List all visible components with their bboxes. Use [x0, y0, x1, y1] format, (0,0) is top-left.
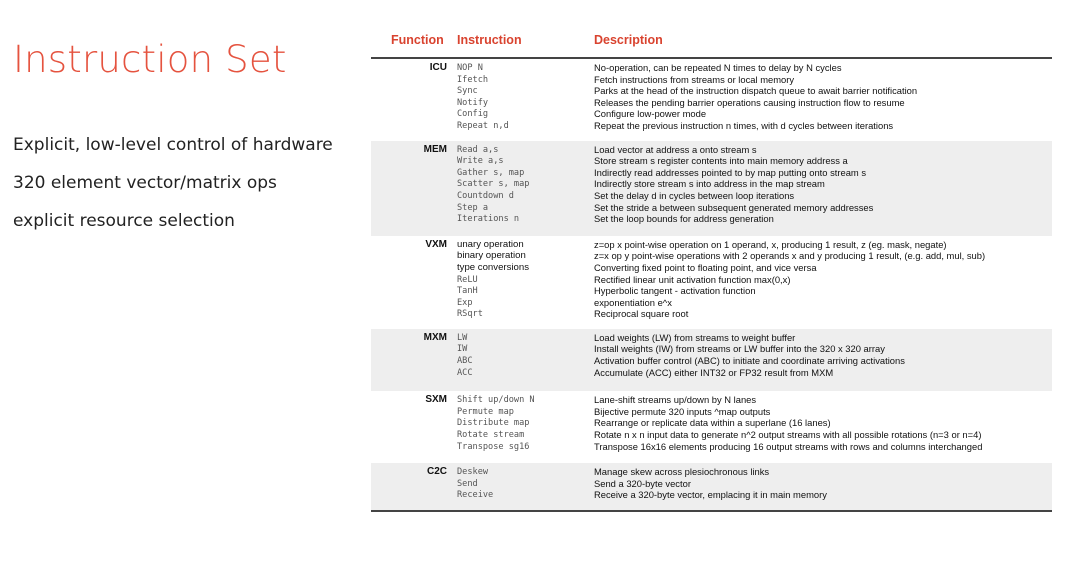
header-instruction: Instruction — [457, 33, 522, 47]
instruction-cell: Write a,s — [457, 156, 504, 167]
description-cell: z=x op y point-wise operations with 2 operands x and y producing 1 result, (e.g. add, mul, sub) — [594, 250, 986, 262]
description-cell: Accumulate (ACC) either INT32 or FP32 result from MXM — [594, 366, 834, 378]
description-cell: Bijective permute 320 inputs ^map outputs — [594, 405, 771, 417]
table-header — [371, 30, 1052, 57]
instruction-cell: Gather s, map — [457, 167, 525, 178]
description-cell: Indirectly store stream s into address in the map stream — [594, 178, 825, 190]
description-cell: Transpose 16x16 elements producing 16 output streams with rows and columns interchanged — [594, 440, 983, 452]
instruction-cell: ABC — [457, 356, 473, 367]
instruction-cell: Sync — [457, 86, 478, 97]
instruction-cell: unary operation — [457, 238, 524, 250]
description-cell: Parks at the head of the instruction dispatch queue to await barrier notification — [594, 85, 918, 97]
instruction-cell: Permute map — [457, 406, 514, 417]
instruction-cell: TanH — [457, 286, 478, 297]
function-label: MXM — [423, 331, 447, 343]
instruction-cell: binary operation — [457, 250, 526, 262]
instruction-cell: Send — [457, 478, 478, 489]
slide-title: Instruction Set — [13, 38, 287, 81]
description-cell: Activation buffer control (ABC) to initiate and coordinate arriving activations — [594, 355, 905, 367]
table-row — [371, 286, 1052, 298]
function-group — [371, 329, 1052, 391]
table-bottom-rule — [371, 510, 1052, 512]
instruction-cell: Iterations n — [457, 214, 520, 225]
table-row — [371, 490, 1052, 502]
description-cell: Rectified linear unit activation function max(0,x) — [594, 273, 791, 285]
description-cell: Set the stride a between subsequent generated memory addresses — [594, 201, 874, 213]
function-label: C2C — [426, 466, 447, 478]
description-cell: Releases the pending barrier operations causing instruction flow to resume — [594, 96, 905, 108]
description-cell: Manage skew across plesiochronous links — [594, 466, 770, 478]
description-cell: Receive a 320-byte vector, emplacing it in main memory — [594, 489, 827, 501]
bullet-item: explicit resource selection — [13, 211, 235, 231]
instruction-cell: LW — [457, 332, 468, 343]
description-cell: Set the loop bounds for address generation — [594, 213, 774, 225]
instruction-cell: Deskew — [457, 467, 489, 478]
description-cell: z=op x point-wise operation on 1 operand, x, producing 1 result, z (eg. mask, negate) — [594, 238, 947, 250]
header-function: Function — [391, 33, 444, 47]
description-cell: Indirectly read addresses pointed to by map putting onto stream s — [594, 166, 867, 178]
instruction-cell: Rotate stream — [457, 430, 525, 441]
function-group — [371, 141, 1052, 236]
table-row — [371, 214, 1052, 226]
table-body — [371, 59, 1052, 510]
description-cell: Configure low-power mode — [594, 108, 707, 120]
description-cell: Lane-shift streams up/down by N lanes — [594, 394, 757, 406]
bullet-item: Explicit, low-level control of hardware — [13, 135, 333, 155]
function-label: MEM — [423, 143, 447, 155]
instruction-cell: type conversions — [457, 261, 529, 273]
instruction-cell: Ifetch — [457, 74, 489, 85]
bullet-item: 320 element vector/matrix ops — [13, 173, 277, 193]
description-cell: Fetch instructions from streams or local memory — [594, 73, 795, 85]
instruction-cell: Exp — [457, 297, 473, 308]
description-cell: Store stream s register contents into main memory address a — [594, 155, 848, 167]
function-group — [371, 391, 1052, 463]
function-group — [371, 59, 1052, 141]
instruction-cell: Scatter s, map — [457, 179, 530, 190]
description-cell: Converting fixed point to floating point, and vice versa — [594, 261, 817, 273]
header-description: Description — [594, 33, 663, 47]
instruction-cell: Shift up/down N — [457, 395, 535, 406]
instruction-cell: RSqrt — [457, 309, 483, 320]
table-row — [371, 298, 1052, 310]
instruction-cell: Countdown d — [457, 190, 514, 201]
instruction-cell: Receive — [457, 490, 494, 501]
table-row — [371, 121, 1052, 133]
table-row — [371, 368, 1052, 380]
table-row — [371, 442, 1052, 454]
table-row — [371, 98, 1052, 110]
instruction-cell: Repeat n,d — [457, 120, 509, 131]
description-cell: Load weights (LW) from streams to weight buffer — [594, 331, 796, 343]
description-cell: Load vector at address a onto stream s — [594, 143, 757, 155]
instruction-cell: ACC — [457, 367, 473, 378]
bullet-list — [13, 136, 333, 250]
instruction-cell: ReLU — [457, 274, 478, 285]
instruction-cell: Distribute map — [457, 418, 530, 429]
description-cell: Repeat the previous instruction n times, with d cycles between iterations — [594, 119, 894, 131]
description-cell: Reciprocal square root — [594, 308, 689, 320]
instruction-cell: NOP N — [457, 63, 483, 73]
instruction-cell: Notify — [457, 97, 489, 108]
function-label: ICU — [429, 62, 447, 73]
table-row — [371, 467, 1052, 479]
description-cell: Hyperbolic tangent - activation function — [594, 285, 756, 297]
description-cell: No-operation, can be repeated N times to delay by N cycles — [594, 62, 842, 73]
function-label: SXM — [425, 394, 447, 406]
instruction-cell: Read a,s — [457, 144, 499, 155]
function-group — [371, 463, 1052, 510]
instruction-cell: Step a — [457, 202, 489, 213]
function-label: VXM — [425, 238, 447, 250]
function-group — [371, 236, 1052, 329]
instruction-cell: Transpose sg16 — [457, 441, 530, 452]
instruction-cell: IW — [457, 344, 468, 355]
description-cell: exponentiation e^x — [594, 296, 672, 308]
description-cell: Rearrange or replicate data within a superlane (16 lanes) — [594, 417, 831, 429]
description-cell: Send a 320-byte vector — [594, 477, 691, 489]
description-cell: Set the delay d in cycles between loop iterations — [594, 189, 795, 201]
description-cell: Install weights (IW) from streams or LW buffer into the 320 x 320 array — [594, 343, 885, 355]
instruction-cell: Config — [457, 109, 489, 120]
instruction-table — [371, 30, 1052, 512]
table-row — [371, 309, 1052, 321]
description-cell: Rotate n x n input data to generate n^2 output streams with all possible rotations (n=3 or n=4) — [594, 429, 982, 441]
